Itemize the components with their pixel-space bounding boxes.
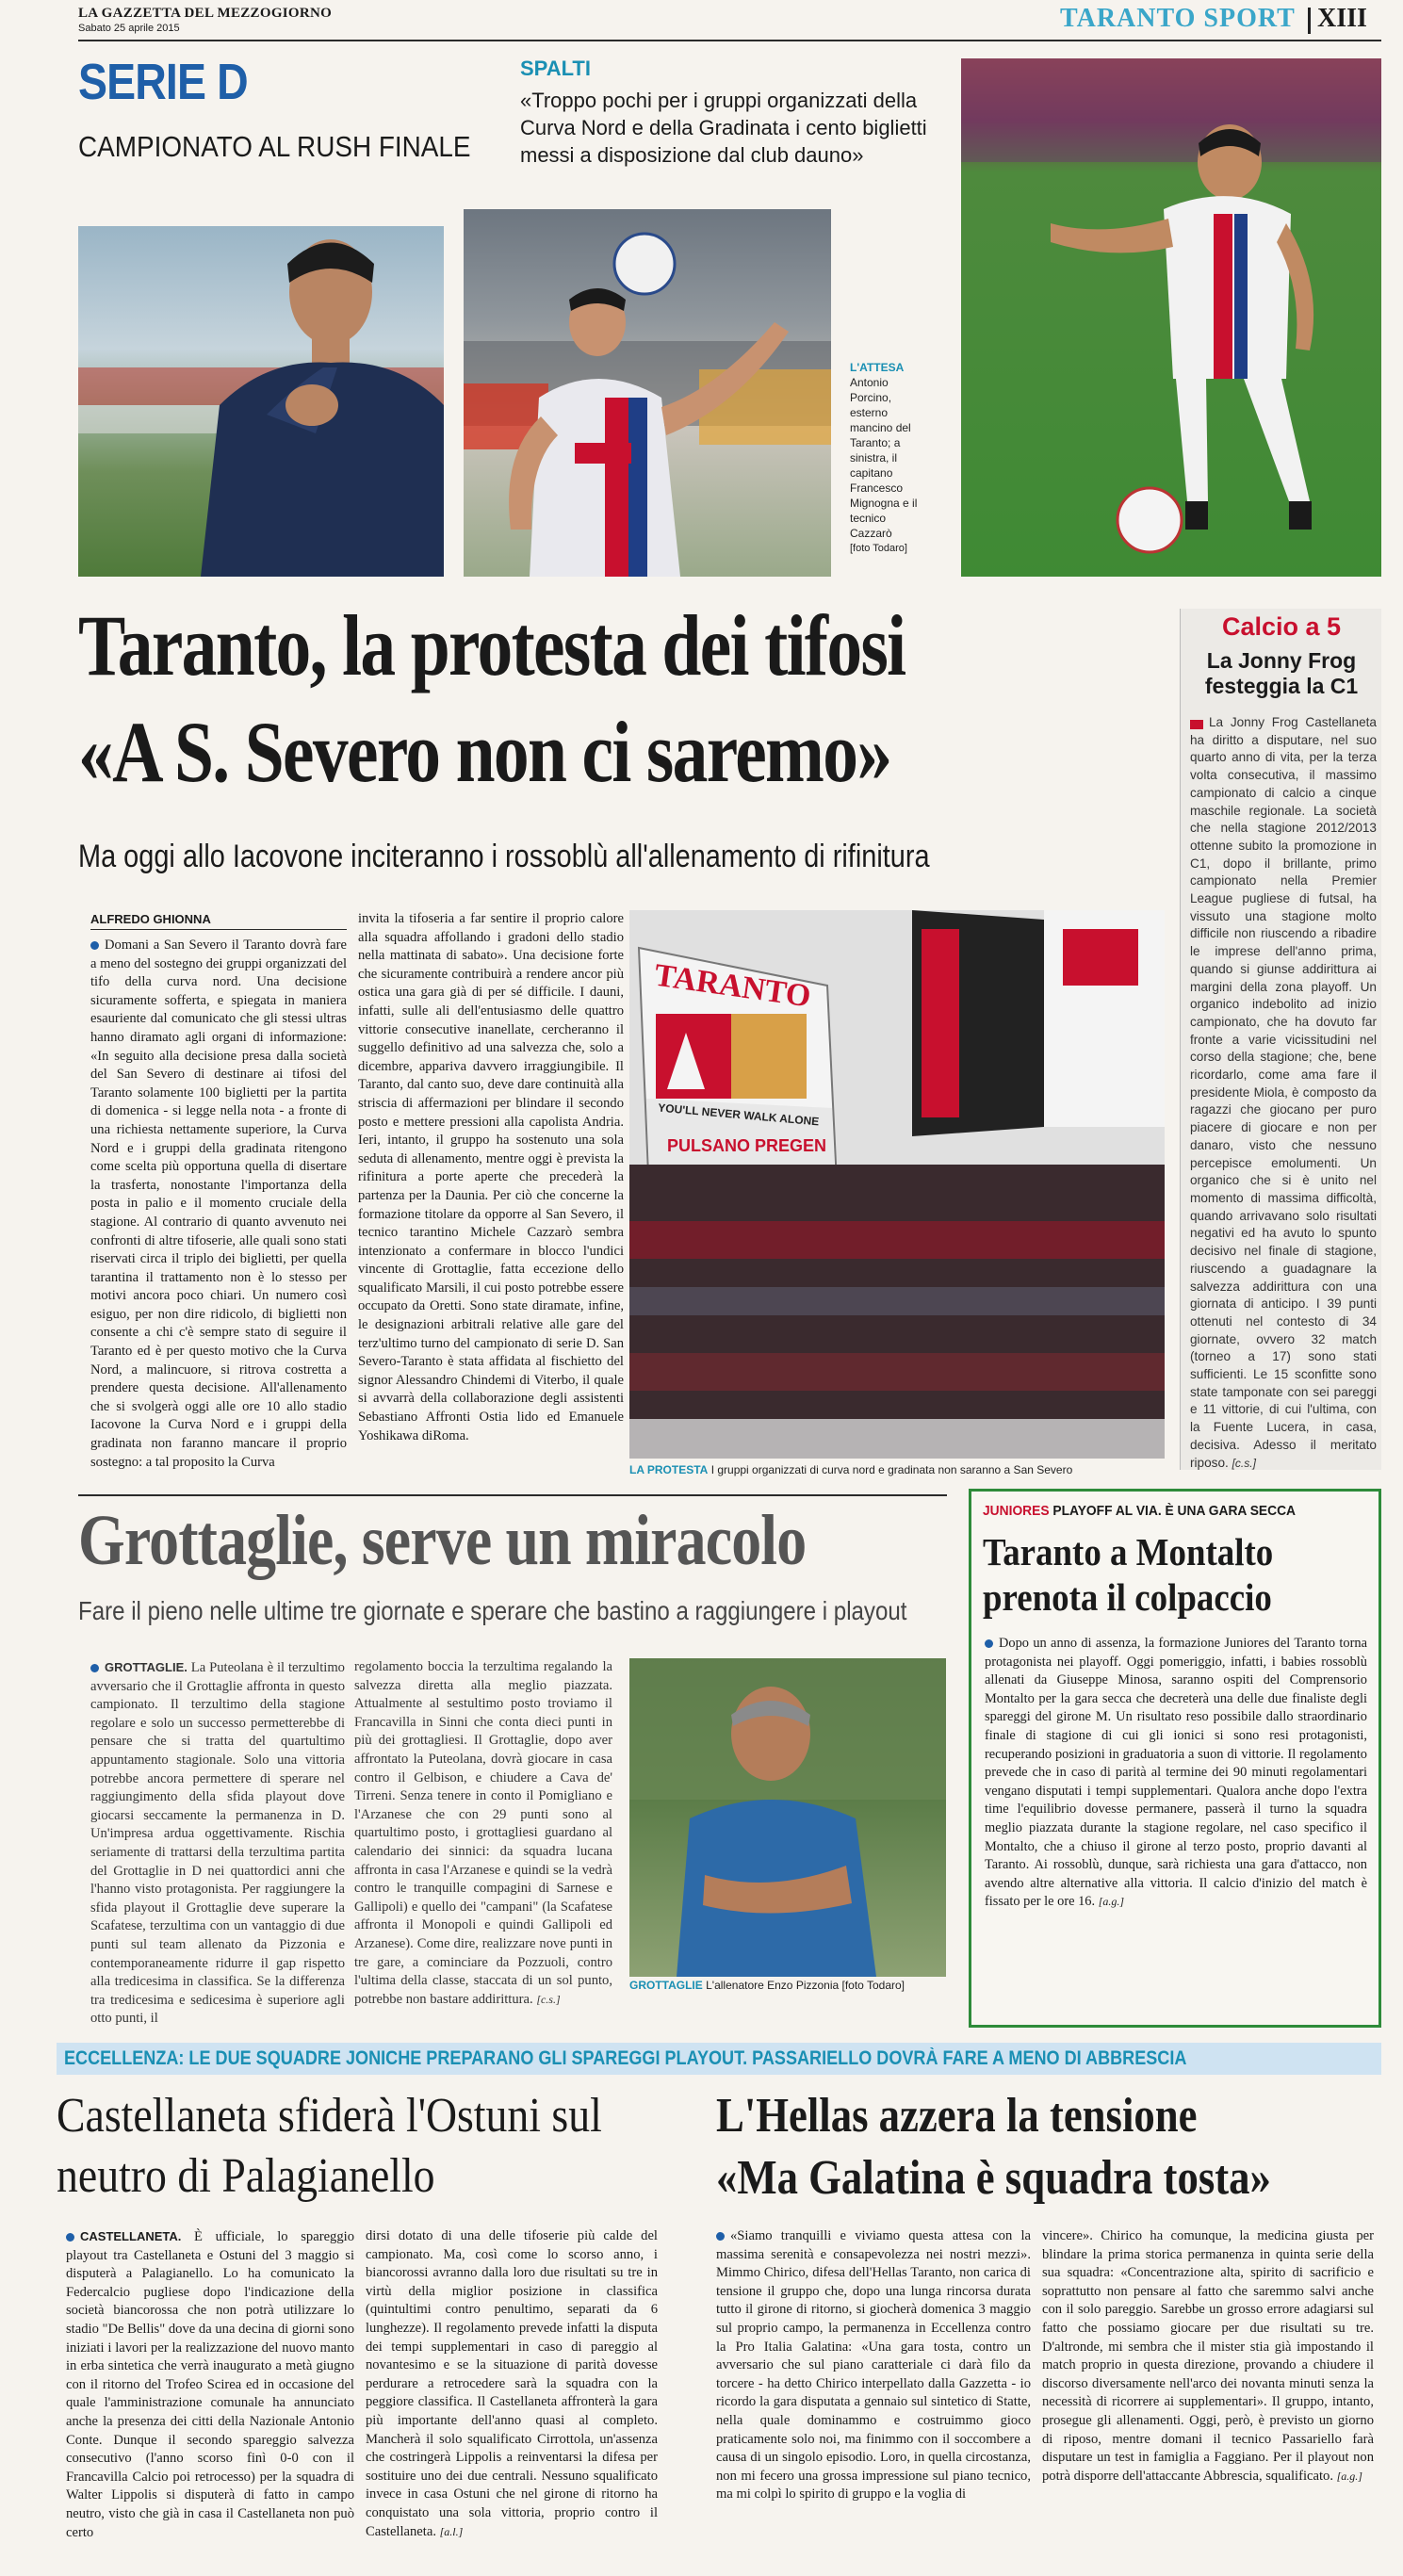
section-name: TARANTO SPORT xyxy=(1060,4,1296,33)
spalti-label: SPALTI xyxy=(520,57,591,80)
hellas-col-1-text: «Siamo tranquilli e viviamo questa attesa con la massima serenità e consapevolezza nei nostri mezzi». Mimmo Chirico, difesa dell'Hellas Taranto, non carica di tensione il gruppo che, dopo una lunga rincorsa durata tutto il girone di ritorno, si giocherà domenica 3 maggio sul proprio campo, la permanenza in Eccellenza contro la Pro Italia Galatina: «Una gara tosta, contro un avversario che sul piano caratteriale ci darà filo da torcere - ha detto Chirico interpellato dalla Gazzetta - io ricordo la gara disputata a gennaio sul sintetico di Statte, nella quale dominammo e costruimmo gioco praticamente solo noi, ma finimmo con il soccombere a causa di un singolo episodio. Loro, in quella circostanza, non mi fecero una grossa impressione sul piano tecnico, ma mi colpì lo spirito di gruppo e la voglia di xyxy=(716,2228,1031,2503)
juniores-text-body: Dopo un anno di assenza, la formazione Juniores del Taranto torna protagonista nei playoff. Oggi pomeriggio, infatti, i babies rossoblù allenati da Giuseppe Minosa, saranno ospiti del Comprensorio Montalto per la gara secca che decreterà una delle due finaliste degli spareggi del girone M. Un risultato reso possibile dallo straordinario finale di stagione di cui gli ionici si sono resi protagonisti, recuperando posizioni in graduatoria a suon di vittorie. Il regolamento prevede che in caso di parità al termine dei 90 minuti regolamentari vengano disputati i tempi supplementari. Qualora anche dopo l'extra time l'equilibrio dovesse permanere, passerà il turno la squadra meglio piazzata durante la stagione regolare, nel caso specifico il Montalto, che a chiuso il girone al terzo posto, proprio davanti al Taranto. Ai rossoblù, dunque, sarà richiesta una gara d'attacco, non avendo altre alternative alla vittoria. Il calcio d'inizio del match è fissato per le ore 16. xyxy=(985,1636,1367,1910)
caption-line-5: Taranto; a xyxy=(850,436,901,449)
caption-line-1: Antonio xyxy=(850,376,889,389)
sidebar-kicker: Calcio a 5 xyxy=(1221,612,1342,641)
caption-line-12: [foto Todaro] xyxy=(850,543,907,554)
main-subtitle: Ma oggi allo Iacovone inciteranno i rossoblù all'allenamento di rifinitura xyxy=(78,839,930,874)
caption-line-10: tecnico xyxy=(850,512,887,525)
caption-line-3: esterno xyxy=(850,406,889,419)
hellas-sig: [a.g.] xyxy=(1336,2469,1362,2483)
hellas-col-2 xyxy=(1042,2227,1374,2555)
grottaglie-col-2-text: regolamento boccia la terzultima regalando la salvezza diretta alla meglio piazzata. Attualmente al sestultimo posto troviamo il Francavilla in Sinni che conta dieci punti in più dei grottagliesi. Il Grottaglie, dopo aver affrontato la Puteolana, dovrà giocare in casa contro il Gelbison, e chiudere a Cava de' Tirreni. Senza tenere in conto il Pomigliano e l'Arzanese che con 29 punti sono al quartultimo posto, i grottagliesi guardano al calendario dei sinnici: da squadra lucana affronta in casa l'Arzanese e quindi se la vedrà contro le tranquille compagini di Sarnese e Gallipoli) e quello dei "campani" (la Scafatese affronta il Monopoli e quindi Gallipoli ed Arzanese). Come dire, realizzare nove punti in tre gare, a cominciare da Pozzuoli, contro l'ultima della classe, staccata di un sol punto, potrebbe non bastare addirittura. xyxy=(354,1659,612,2007)
eccellenza-banner-text: ECCELLENZA: LE DUE SQUADRE JONICHE PREPARANO GLI SPAREGGI PLAYOUT. PASSARIELLO DOVRÀ FARE A MENO DI ABBRESCIA xyxy=(64,2047,1187,2069)
pizzonia-figure xyxy=(629,1658,946,1977)
castellaneta-col-1 xyxy=(66,2227,354,2555)
section-divider xyxy=(1308,8,1311,34)
grottaglie-col-2 xyxy=(354,1658,612,2007)
masthead-rule xyxy=(78,40,1381,41)
grottaglie-sig: [c.s.] xyxy=(536,1992,561,2006)
bullet-icon xyxy=(90,941,99,950)
castellaneta-sig: [a.l.] xyxy=(439,2524,464,2538)
main-col-1 xyxy=(90,937,347,1491)
hellas-title-line1: L'Hellas azzera la tensione xyxy=(716,2089,1198,2143)
photo-porcino xyxy=(961,58,1381,577)
juniores-kicker-rest: PLAYOFF AL VIA. È UNA GARA SECCA xyxy=(1052,1503,1297,1519)
protest-caption-label: LA PROTESTA xyxy=(629,1463,709,1476)
castellaneta-col-2-text: dirsi dotato di una delle tifoserie più calde del campionato. Ma, così come lo scorso anno, i biancorossi avranno dalla loro due risultati su tre in virtù della miglior posizione in classifica (quintultimi contro penultimo, separati da 6 lunghezze). Il regolamento prevede infatti la disputa dei tempi supplementari in caso di pareggio al novantesimo e se la situazione di parità dovesse perdurare a retrocedere sarà la squadra con la peggiore classifica. Il Castellaneta affronterà la gara più importante dell'anno quasi al completo. Mancherà il solo squalificato Cirrottola, un'assenza che costringerà Lippolis a reinventarsi la difesa per sostituire uno dei due centrali. Nessuno squalificato invece in casa Ostuni che nel girone di ritorno ha conquistato una sola vittoria, proprio contro il Castellaneta. xyxy=(366,2228,658,2539)
grottaglie-title: Grottaglie, serve un miracolo xyxy=(78,1501,807,1580)
hellas-title-line2: «Ma Galatina è squadra tosta» xyxy=(716,2151,1271,2205)
grottaglie-top-rule xyxy=(78,1494,947,1496)
grottaglie-col-1-text: La Puteolana è il terzultimo avversario che il Grottaglie affronta in questo campionato. Il terzultimo della stagione regolare e solo un successo permetterebbe di pensare che si tratta del quartultimo appuntamento stagionale. Solo una vittoria potrebbe ancora permettere di sperare nel raggiungimento della sfida playout dove giocarsi seccamente la permanenza in D. Un'impresa ardua oggettivamente. Rischia seriamente di trattarsi della terzultima partita del Grottaglie in D nei quattordici anni che l'hanno visto protagonista. Per raggiungere la sfida playout il Grottaglie deve superare la Scafatese, terzultima con un vantaggio di due punti sul team allenato da Pizzonia e contemporaneamente ridurre il gap rispetto alla tredicesima in classifica. Se la differenza tra tredicesima e sedicesima è superiore agli otto punti, il xyxy=(90,1660,345,2027)
pizzonia-caption-text: L'allenatore Enzo Pizzonia [foto Todaro] xyxy=(706,1979,905,1992)
bullet-icon xyxy=(90,1664,99,1672)
paper-name: LA GAZZETTA DEL MEZZOGIORNO xyxy=(78,6,333,21)
hellas-col-2-text: vincere». Chirico ha comunque, la medicina giusta per blindare la prima storica permanenza in quinta serie della sua squadra: «Concentrazione alta, spirito di sacrificio e soprattutto non pensare al fatto che saremmo salvi anche con il solo pareggio. Sarebbe un grosso errore adagiarsi sul fatto che possiamo giocare per due risultati su tre. D'altronde, mi sembra che il mister stia già impostando il match proprio in questa direzione, provando a chiudere il discorso diversamente nell'arco dei novanta minuti senza la necessità di ricorrere ai supplementari». Il gruppo, intanto, prosegue gli allenamenti. Oggi, però, è previsto un giorno di riposo, mentre domani il tecnico Passariello farà disputare un test in famiglia a Faggiano. Per il playout non potrà disporre dell'attaccante Abbrescia, squalificato. xyxy=(1042,2228,1374,2484)
sidebar-sig: [c.s.] xyxy=(1232,1456,1256,1470)
byline-rule xyxy=(90,929,347,930)
photo-caption-attesa xyxy=(850,360,935,556)
main-col-1-text: Domani a San Severo il Taranto dovrà fare a meno del sostegno dei gruppi organizzati del tifo della curva nord. Una decisione sicuramente sofferta, e spiegata in maniera esauriente dal comunicato che gli stessi ultras hanno diramato agli organi di informazione: «In seguito alla decisione presa dalla società del San Severo di destinare ai tifosi del Taranto solamente 100 biglietti per la partita di domenica - si legge nella nota - a fronte di una richiesta nettamente superiore, la Curva Nord e i gruppi della gradinata ritengono come scelta più opportuna quella di disertare la trasferta, nonostante l'importanza della posta in palio e il momento cruciale della stagione. Al contrario di quanto avvenuto nei confronti di altre tifoserie, alle quali sono stati riservati circa il triplo dei biglietti, per quella tarantina il trattamento non è lo stesso per motivi ancora poco chiari. Un numero così esiguo, per non dire ridicolo, di biglietti non consente a chi c'è sempre stato di seguire il Taranto ed è per questo motivo che la Curva Nord, a malincuore, si ritrova costretta a prendere questa decisione. All'allenamento che si svolgerà oggi alle ore 10 allo stadio Iacovone la Curva Nord e i gruppi della gradinata non faranno mancare il proprio sostegno: a tal proposito la Curva xyxy=(90,937,347,1470)
kicker-serie-d: SERIE D xyxy=(78,54,248,110)
caption-line-9: Mignogna e il xyxy=(850,497,918,510)
caption-line-6: sinistra, il xyxy=(850,451,898,465)
banner-ynwa: YOU'LL NEVER WALK ALONE xyxy=(657,1101,820,1129)
sidebar-text-body: La Jonny Frog Castellaneta ha diritto a disputare, nel suo quarto anno di vita, per la terza volta consecutiva, il massimo campionato di calcio a cinque maschile regionale. La società che nella stagione 2012/2013 ottenne subito la promozione in C1, dopo il brillante, primo campionato nella Premier League pugliese di futsal, ha vissuto una stagione molto difficile non riuscendo a ribadire le imprese dell'anno prima, quando si giunse addirittura ai margini della zona playoff. Un organico indebolito ad inizio campionato, che ha dovuto far fronte a varie vicissitudini nel corso della stagione; che, bene ricordarlo, come ama fare il presidente Miola, è composto da ragazzi che giocano per puro piacere di giocare e non per danaro, visto che nessuno percepisce emolumenti. Un organico che si è unito nel momento di massima difficoltà, quando arrivavano solo risultati negativi ed ha avuto lo spunto decisivo nel finale di stagione, riuscendo a guadagnare la salvezza addirittura con una giornata di anticipo. I 39 punti ottenuti nel contesto di 34 giornate, ovvero 32 match (torneo a 17) sono stati sufficienti. Le 15 sconfitte sono state tamponate con sei pareggi e 11 vittorie, di cui l'ultima, con la Fuente Lucera, in casa, decisiva. Adesso il meritato riposo. xyxy=(1190,715,1377,1470)
caption-line-7: capitano xyxy=(850,466,893,480)
caption-label: L'ATTESA xyxy=(850,361,905,374)
main-headline-line2: «A S. Severo non ci saremo» xyxy=(78,704,891,800)
photo-coach xyxy=(78,226,444,577)
page-number: XIII xyxy=(1317,4,1367,33)
grottaglie-col-1 xyxy=(90,1658,345,2027)
banner-pulsano: PULSANO PREGEN xyxy=(667,1136,827,1155)
caption-line-8: Francesco xyxy=(850,481,904,495)
kicker-subtitle: CAMPIONATO AL RUSH FINALE xyxy=(78,130,471,163)
spalti-quote: «Troppo pochi per i gruppi organizzati della Curva Nord e della Gradinata i cento biglietti messi a disposizione dal club dauno» xyxy=(520,89,927,167)
sidebar-text xyxy=(1190,714,1377,1470)
protest-caption-text: I gruppi organizzati di curva nord e gradinata non saranno a San Severo xyxy=(710,1463,1073,1476)
eccellenza-banner xyxy=(57,2043,1381,2075)
photo-protest xyxy=(629,910,1165,1459)
author-byline: ALFREDO GHIONNA xyxy=(90,912,211,926)
sidebar-calcio5 xyxy=(1180,609,1381,1470)
castellaneta-title: Castellaneta sfiderà l'Ostuni sul neutro di Palagianello xyxy=(57,2089,602,2203)
issue-date: Sabato 25 aprile 2015 xyxy=(78,23,180,34)
captain-figure xyxy=(464,209,831,577)
bullet-icon xyxy=(716,2232,725,2241)
castellaneta-col-1-text: È ufficiale, lo spareggio playout tra Castellaneta e Ostuni del 3 maggio si disputerà a Palagianello. Lo ha comunicato la Federcalcio pugliese dopo l'indicazione della società biancorossa che non potrà utilizzare lo stadio "De Bellis" dove da una decina di giorni sono iniziati i lavori per la realizzazione del nuovo manto in erba sintetica che verrà inaugurato a metà giugno con il ritorno del Trofeo Scirea ed in occasione del quale l'amministrazione comunale ha annunciato anche la presenza dei citti della Nazionale Antonio Conte. Dunque il secondo spareggio salvezza consecutivo (l'anno scorso finì 0-0 con il Francavilla Calcio poi retrocesso) per la squadra di Walter Lippolis si disputerà di fatto in campo neutro, visto che già in casa il Castellaneta non può certo xyxy=(66,2229,354,2540)
grottaglie-lead: GROTTAGLIE. xyxy=(105,1660,188,1674)
caption-line-11: Cazzarò xyxy=(850,527,892,540)
juniores-sig: [a.g.] xyxy=(1098,1895,1125,1909)
hellas-col-1 xyxy=(716,2227,1031,2555)
castellaneta-lead: CASTELLANETA. xyxy=(80,2229,182,2243)
juniores-kicker-label: JUNIORES xyxy=(983,1503,1050,1519)
main-col-2 xyxy=(358,910,624,1491)
pizzonia-caption-label: GROTTAGLIE xyxy=(629,1979,703,1992)
caption-line-2: Porcino, xyxy=(850,391,892,404)
banner-taranto: TARANTO xyxy=(652,957,813,1015)
grottaglie-subtitle: Fare il pieno nelle ultime tre giornate e sperare che bastino a raggiungere i playout xyxy=(78,1596,907,1625)
photo-pizzonia xyxy=(629,1658,946,1977)
juniores-title: Taranto a Montalto prenota il colpaccio xyxy=(983,1530,1274,1619)
main-col-2-text: invita la tifoseria a far sentire il proprio calore alla squadra affollando i gradoni dello stadio nella mattinata di sabato». Una decisione forte che sicuramente contribuirà a rendere ancor più ostica una gara già di per sé difficile. I dauni, infatti, sulle ali dell'entusiasmo delle quattro vittorie consecutive inanellate, cercheranno il suggello definitivo ad una salvezza che, solo a dicembre, appariva davvero irraggiungibile. Il Taranto, dal canto suo, deve dare continuità alla striscia di affermazioni per blindare il secondo posto e mettere pressioni alla capolista Andria. Ieri, intanto, il gruppo ha sostenuto una sola seduta di allenamento, mentre oggi è prevista la rifinitura a porte aperte che precederà la partenza per la Daunia. Per ciò che concerne la formazione titolare da opporre al San Severo, il tecnico tarantino Michele Cazzarò sembra intenzionato a confermare in blocco l'undici vincente di Grottaglie, fatta eccezione dello squalificato Marsili, il cui posto potrebbe essere occupato da Oretti. Sono state diramate, infine, le designazioni arbitrali relative alle gare del terz'ultimo turno del campionato di serie D. San Severo-Taranto è stata affidata al fischietto del signor Alessandro Chindemi di Viterbo, il quale si avvarrà della collaborazione degli assistenti Sebastiano Affronti Ostia lido ed Emanuele Yoshikawa diRoma. xyxy=(358,911,624,1443)
photo-captain xyxy=(464,209,831,577)
castellaneta-col-2 xyxy=(366,2227,658,2555)
bullet-icon xyxy=(985,1639,993,1648)
porcino-figure xyxy=(961,58,1381,577)
sidebar-title: La Jonny Frog festeggia la C1 xyxy=(1204,648,1359,698)
coach-figure xyxy=(78,226,444,577)
main-headline-line1: Taranto, la protesta dei tifosi xyxy=(78,597,905,693)
protest-caption xyxy=(629,1463,1165,1477)
juniores-text xyxy=(985,1635,1367,2012)
caption-line-4: mancino del xyxy=(850,421,911,434)
pizzonia-caption xyxy=(629,1979,946,1993)
juniores-box xyxy=(969,1489,1381,2028)
juniores-kicker xyxy=(983,1503,1338,1519)
bullet-icon xyxy=(66,2233,74,2242)
